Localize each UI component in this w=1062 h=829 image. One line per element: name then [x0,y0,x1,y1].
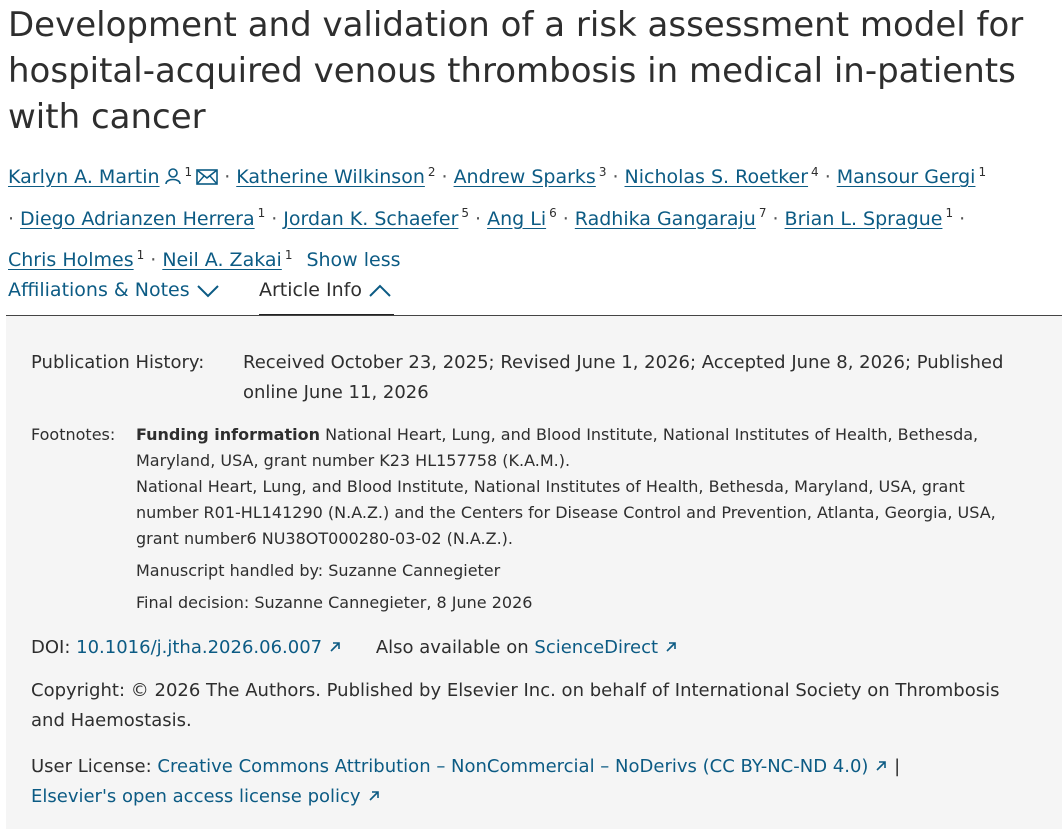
separator: · [224,166,231,189]
affiliation-number: 5 [461,206,470,221]
affiliation-number: 1 [257,206,266,221]
also-available-label: Also available on [375,637,529,658]
author-list [8,154,1058,278]
author-link[interactable]: Neil A. Zakai [162,248,282,271]
affiliation-number: 6 [549,206,557,221]
author-link[interactable]: Jordan K. Schaefer [283,207,459,230]
author-link[interactable]: Diego Adrianzen Herrera [20,207,255,230]
author-item [8,166,218,188]
affiliation-number: 1 [978,165,987,179]
author-link[interactable]: Brian L. Sprague [784,207,943,230]
article-title: Development and validation of a risk assessment model for hospital-acquired venous thrombosis in medical in-patients with cancer [8,5,1024,137]
funding-paragraph: National Heart, Lung, and Blood Institute, National Institutes of Health, Bethesda, Maryland, USA, grant number R01-HL141290 (N.A.Z.) and the Centers for Disease Control and Prevention, Atlanta, Georgia, USA, grant number6 NU38OT000280-03-02 (N.A.Z.). [136,477,996,548]
funding-text: National Heart, Lung, and Blood Institute, National Institutes of Health, Bethesda, Maryland, USA, grant number K23 HL157758 (K.A.M.). [136,425,979,470]
affiliation-number: 2 [427,165,436,179]
author-link[interactable]: Karlyn A. Martin [8,166,160,189]
show-less-button[interactable]: Show less [306,248,401,271]
publication-history-label: Publication History: [31,352,205,373]
tab-article-info[interactable] [259,276,394,317]
author-link[interactable]: Katherine Wilkinson [236,166,425,189]
license-label: User License: [31,756,152,777]
license-separator: | [894,756,901,777]
copyright-label: Copyright: [31,680,126,701]
author-item [162,249,292,271]
separator: · [562,207,569,230]
affiliation-number: 1 [184,165,193,179]
author-link[interactable]: Andrew Sparks [453,166,596,189]
separator: · [824,166,831,189]
external-link-icon[interactable] [664,640,678,654]
policy-link[interactable]: Elsevier's open access license policy [31,786,361,807]
copyright-row [31,676,1031,736]
separator: · [150,248,157,271]
author-link[interactable]: Chris Holmes [8,248,134,271]
article-info-panel [6,315,1062,829]
chevron-down-icon [196,284,220,298]
author-link[interactable]: Ang Li [487,207,547,230]
separator: · [441,166,448,189]
funding-heading: Funding information [136,425,320,444]
affiliation-number: 1 [136,247,145,262]
copyright-value: © 2026 The Authors. Published by Elsevier Inc. on behalf of International Society on Thrombosis and Haemostasis. [31,680,1000,731]
separator: · [959,207,966,230]
external-link-icon[interactable] [874,759,888,773]
separator: · [475,207,482,230]
author-item [785,208,954,230]
author-item [575,208,767,230]
separator: · [8,207,15,230]
author-item [8,249,144,271]
separator: · [271,207,278,230]
license-row [31,752,1041,812]
author-item [20,208,265,230]
license-link[interactable]: Creative Commons Attribution – NonCommercial – NoDerivs (CC BY-NC-ND 4.0) [157,756,869,777]
external-link-icon[interactable] [328,640,342,654]
footnotes-label: Footnotes: [31,425,116,444]
author-item [236,166,435,188]
external-link-icon[interactable] [367,789,381,803]
tab-label: Article Info [259,279,362,301]
author-link[interactable]: Nicholas S. Roetker [624,166,809,189]
publication-history-value: Received October 23, 2025; Revised June 1, 2026; Accepted June 8, 2026; Published online June 11, 2026 [243,352,1004,403]
funding-paragraph [136,422,1016,474]
manuscript-handled: Manuscript handled by: Suzanne Cannegieter [136,561,501,580]
author-item [283,208,469,230]
affiliation-number: 1 [284,247,293,262]
author-item [625,166,819,188]
footnotes-body [136,422,1016,616]
affiliation-number: 1 [945,206,954,221]
chevron-up-icon [368,284,392,298]
person-icon[interactable] [164,167,182,185]
affiliation-number: 3 [598,165,607,179]
author-link[interactable]: Mansour Gergi [836,166,976,189]
sciencedirect-link[interactable]: ScienceDirect [534,637,659,658]
final-decision: Final decision: Suzanne Cannegieter, 8 June 2026 [136,593,533,612]
doi-label: DOI: [31,637,71,658]
tab-affiliations-notes[interactable] [8,276,220,314]
email-icon[interactable] [196,169,218,185]
doi-row [31,633,678,663]
doi-link[interactable]: 10.1016/j.jtha.2026.06.007 [76,637,323,658]
author-item [837,166,986,188]
author-link[interactable]: Radhika Gangaraju [574,207,756,230]
affiliation-number: 7 [758,206,767,221]
author-item [487,208,557,230]
affiliation-number: 4 [811,165,819,179]
separator: · [772,207,779,230]
separator: · [612,166,619,189]
author-item [454,166,607,188]
tab-label: Affiliations & Notes [8,279,190,301]
